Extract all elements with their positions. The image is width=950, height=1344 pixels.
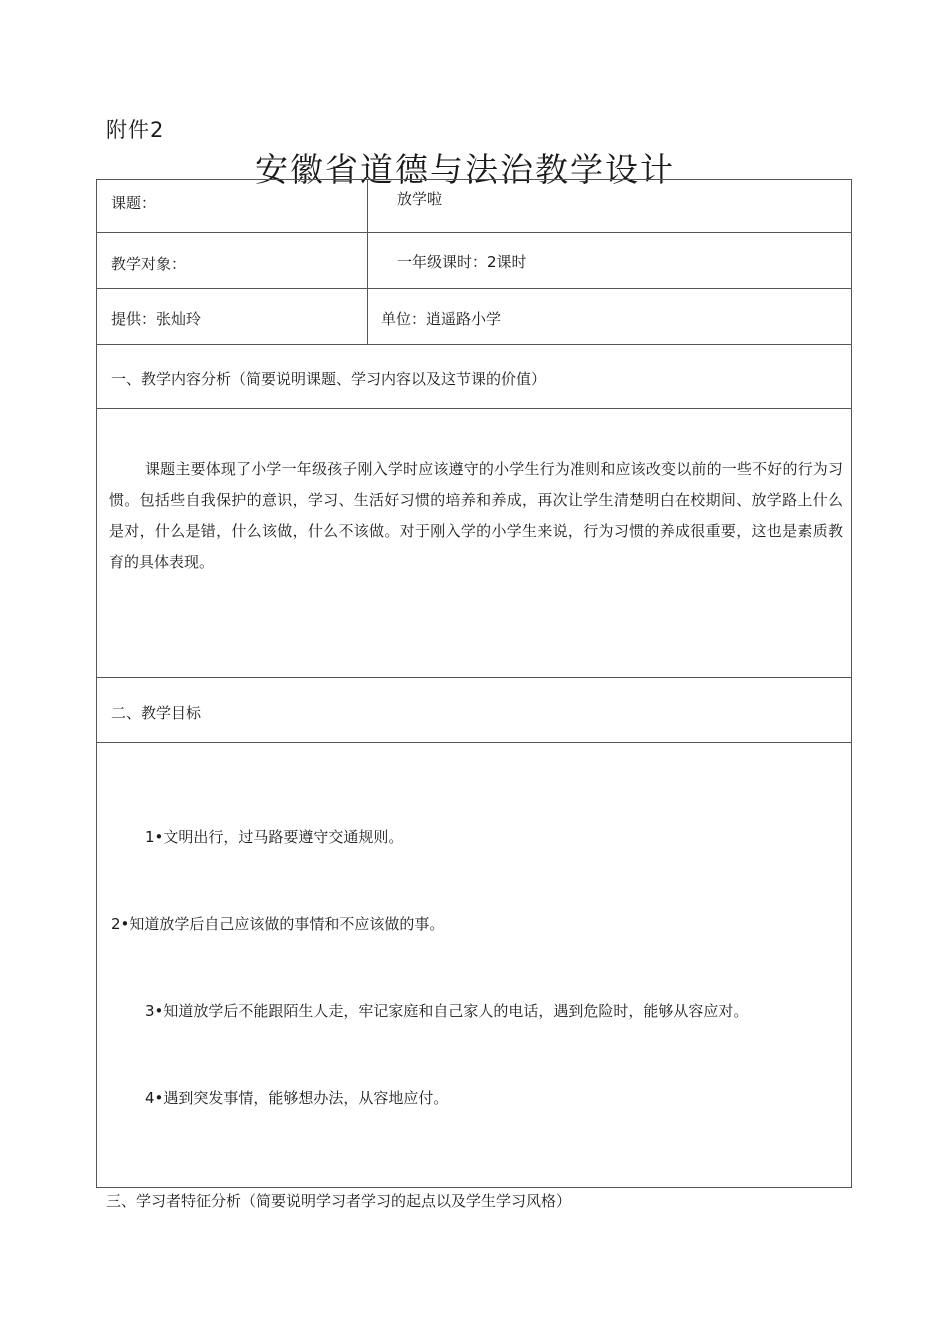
goal-item: 4•遇到突发事情，能够想办法，从容地应付。 [145, 1089, 449, 1107]
row-divider [97, 677, 851, 678]
target-label: 教学对象： [111, 255, 187, 273]
row-divider [97, 344, 851, 345]
attachment-label: 附件2 [106, 118, 165, 142]
lesson-design-table [96, 179, 852, 1188]
topic-label: 课题： [111, 194, 157, 212]
row-divider [97, 288, 851, 289]
provider: 提供：张灿玲 [111, 310, 202, 328]
row-divider [97, 408, 851, 409]
section2-title: 二、教学目标 [111, 704, 202, 722]
target-value: 一年级课时：2课时 [397, 253, 527, 271]
column-divider [367, 180, 368, 344]
row-divider [97, 742, 851, 743]
goal-item: 1•文明出行，过马路要遵守交通规则。 [145, 828, 404, 846]
section3-title: 三、学习者特征分析（简要说明学习者学习的起点以及学生学习风格） [106, 1192, 572, 1210]
section1-title: 一、教学内容分析（简要说明课题、学习内容以及这节课的价值） [111, 370, 547, 388]
unit: 单位：逍遥路小学 [381, 310, 502, 328]
goal-item: 3•知道放学后不能跟陌生人走，牢记家庭和自己家人的电话，遇到危险时，能够从容应对。 [145, 1002, 749, 1020]
row-divider [97, 232, 851, 233]
section1-body: 课题主要体现了小学一年级孩子刚入学时应该遵守的小学生行为准则和应该改变以前的一些不好的行为习惯。包括些自我保护的意识，学习、生活好习惯的培养和养成，再次让学生清楚明白在校期间、放学路上什么是对，什么是错，什么该做，什么不该做。对于刚入学的小学生来说，行为习惯的养成很重要，这也是素质教育的具体表现。 [109, 460, 843, 571]
topic-value: 放学啦 [397, 190, 443, 208]
document-title: 安徽省道德与法治教学设计 [255, 150, 675, 190]
goal-item: 2•知道放学后自己应该做的事情和不应该做的事。 [111, 915, 445, 933]
